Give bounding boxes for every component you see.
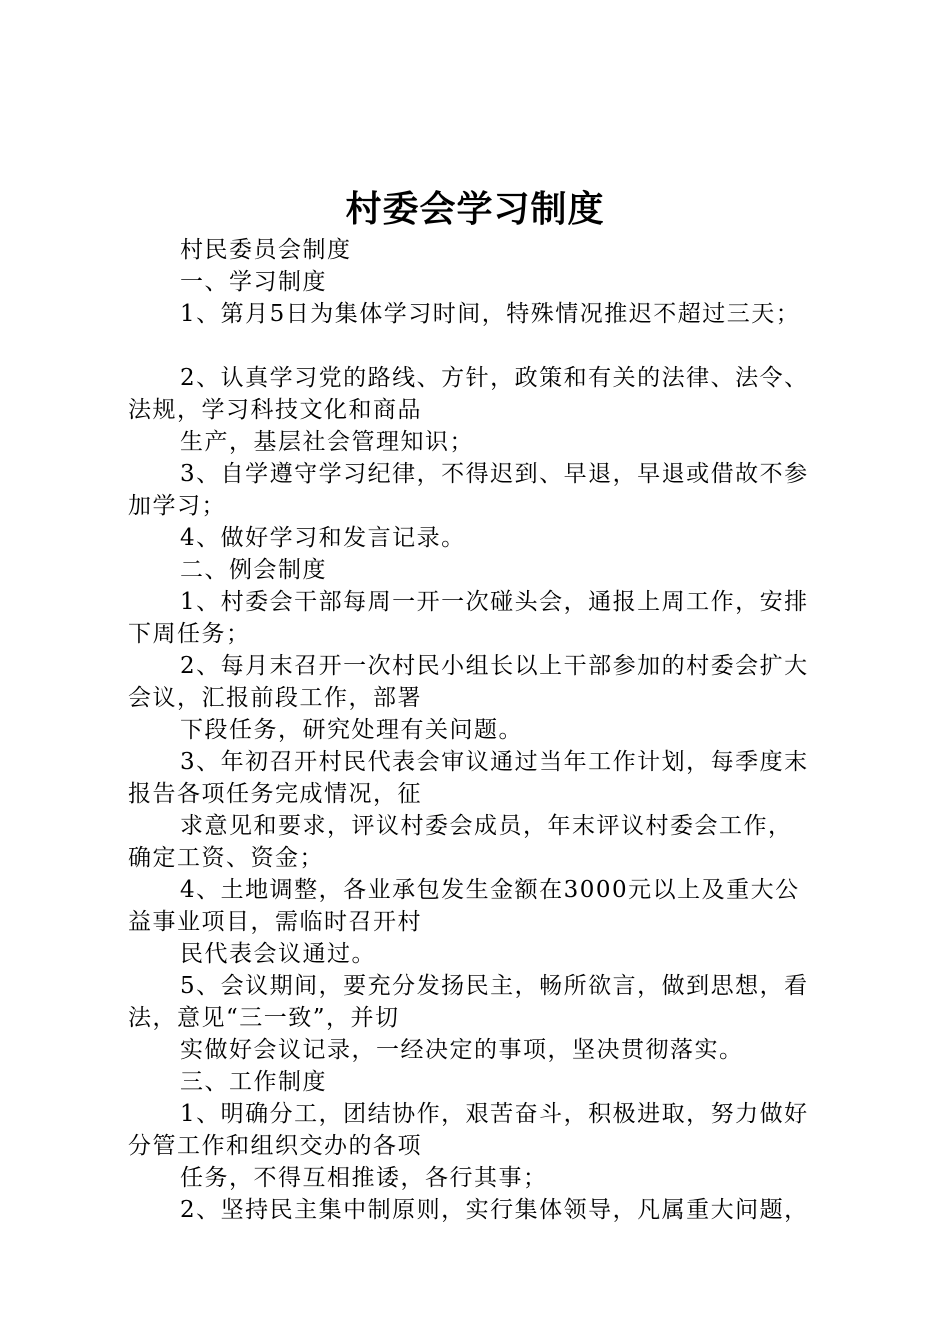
document-title: 村委会学习制度	[345, 188, 605, 230]
text-line: 生产，基层社会管理知识；	[180, 429, 474, 455]
text-line: 3、自学遵守学习纪律，不得迟到、早退，早退或借故不参	[180, 461, 809, 487]
blank-line	[128, 330, 832, 362]
section-heading: 二、例会制度	[180, 557, 327, 583]
text-line: 下周任务；	[128, 621, 251, 647]
text-line: 4、土地调整，各业承包发生金额在3000元以上及重大公	[180, 877, 800, 903]
text-line: 任务，不得互相推诿，各行其事；	[180, 1165, 548, 1191]
text-line: 报告各项任务完成情况，征	[128, 781, 422, 807]
text-line: 村民委员会制度	[180, 237, 352, 263]
text-line: 会议，汇报前段工作，部署	[128, 685, 422, 711]
text-line: 2、坚持民主集中制原则，实行集体领导，凡属重大问题，	[180, 1197, 809, 1223]
text-line: 法，意见“三一致”，并切	[128, 1005, 400, 1031]
section-heading: 一、学习制度	[180, 269, 327, 295]
text-line: 分管工作和组织交办的各项	[128, 1133, 422, 1159]
document-body	[128, 234, 832, 1226]
text-line: 确定工资、资金；	[128, 845, 324, 871]
text-line: 求意见和要求，评议村委会成员，年末评议村委会工作，	[180, 813, 793, 839]
text-line: 加学习；	[128, 493, 226, 519]
text-line: 4、做好学习和发言记录。	[180, 525, 466, 551]
text-line: 下段任务，研究处理有关问题。	[180, 717, 523, 743]
text-line: 法规，学习科技文化和商品	[128, 397, 422, 423]
section-heading: 三、工作制度	[180, 1069, 327, 1095]
text-line: 益事业项目，需临时召开村	[128, 909, 422, 935]
text-line: 3、年初召开村民代表会审议通过当年工作计划，每季度末	[180, 749, 809, 775]
text-line: 民代表会议通过。	[180, 941, 376, 967]
text-line: 实做好会议记录，一经决定的事项，坚决贯彻落实。	[180, 1037, 744, 1063]
text-line: 1、明确分工，团结协作，艰苦奋斗，积极进取，努力做好	[180, 1101, 809, 1127]
text-line: 1、村委会干部每周一开一次碰头会，通报上周工作，安排	[180, 589, 809, 615]
text-line: 1、第月5日为集体学习时间，特殊情况推迟不超过三天；	[180, 301, 801, 327]
text-line: 2、认真学习党的路线、方针，政策和有关的法律、法令、	[180, 365, 809, 391]
text-line: 2、每月末召开一次村民小组长以上干部参加的村委会扩大	[180, 653, 809, 679]
text-line: 5、会议期间，要充分发扬民主，畅所欲言，做到思想，看	[180, 973, 809, 999]
